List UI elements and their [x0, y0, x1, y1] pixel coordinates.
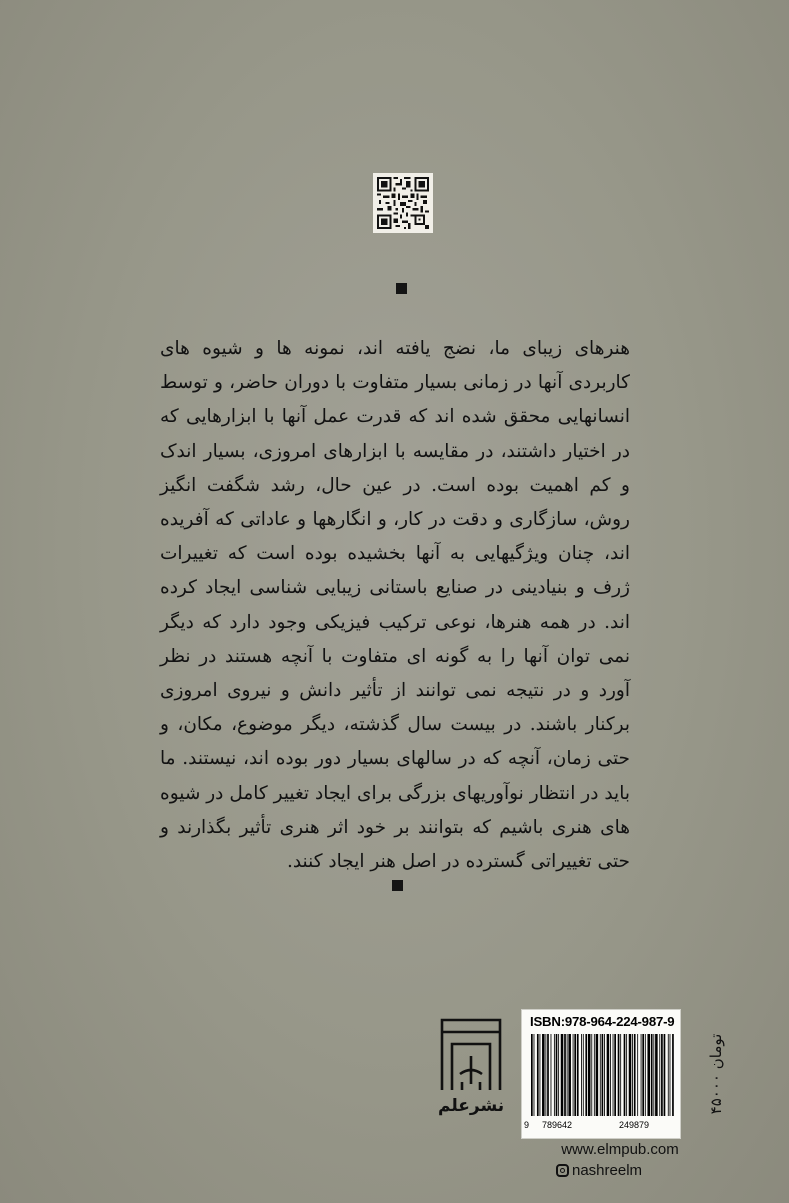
isbn-barcode: [521, 1009, 681, 1139]
barcode-digits: [524, 1118, 680, 1134]
isbn-label: ISBN:978-964-224-987-9: [530, 1014, 675, 1029]
barcode-right-digits: 249879: [619, 1120, 650, 1130]
back-cover-description: هنرهای زیبای ما، نضج یافته اند، نمونه ها و شیوه های کاربردی آنها در زمانی بسیار متفاوت با دوران حاضر، و توسط انسانهایی محقق شده اند که قدرت عمل آنها با ابزارهایی که در اختیار داشتند، در مقایسه با ابزارهای امروزی، بسیار اندک و کم اهمیت بوده است. در عین حال، رشد شگفت انگیز روش، سازگاری و دقت در کار، و انگارهها و عاداتی که آفریده اند، چنان ویژگیهایی به آنها بخشیده بوده است که تغییرات ژرف و بنیادینی در صنایع باستانی زیبایی شناسی ایجاد کرده اند. در همه هنرها، نوعی ترکیب فیزیکی وجود دارد که دیگر نمی توان آنها را به گونه ای متفاوت با آنچه هستند در نظر آورد و در نتیجه نمی توانند از تأثیر دانش و نیروی امروزی برکنار باشند. در بیست سال گذشته، دیگر موضوع، مکان، و حتی زمان، آنچه که در سالهای بسیار دور بوده اند، نیستند. ما باید در انتظار نوآوریهای بزرگی برای ایجاد تغییر کامل در شیوه های هنری باشیم که بتوانند بر خود اثر هنری تأثیر بگذارند و حتی تغییراتی گسترده در اصل هنر ایجاد کنند.: [160, 338, 630, 873]
instagram-handle[interactable]: [556, 1160, 642, 1180]
instagram-label: nashreelm: [572, 1161, 643, 1179]
barcode-left-digits: 789642: [542, 1120, 573, 1130]
section-divider-bottom: [392, 880, 403, 891]
website-link[interactable]: www.elmpub.com: [561, 1141, 679, 1158]
qr-code-icon: [377, 177, 429, 229]
publisher-name: نشرعلم: [438, 1096, 505, 1116]
price-label: ۴۵۰۰۰ تومان: [707, 1033, 725, 1115]
publisher-logo-icon: [438, 1012, 504, 1092]
instagram-icon: [556, 1164, 569, 1177]
barcode-lead-digit: 9: [524, 1120, 530, 1130]
barcode-bars: [530, 1034, 676, 1116]
qr-code[interactable]: [373, 173, 433, 233]
publisher-logo: [438, 1012, 504, 1130]
section-divider-top: [396, 283, 407, 294]
